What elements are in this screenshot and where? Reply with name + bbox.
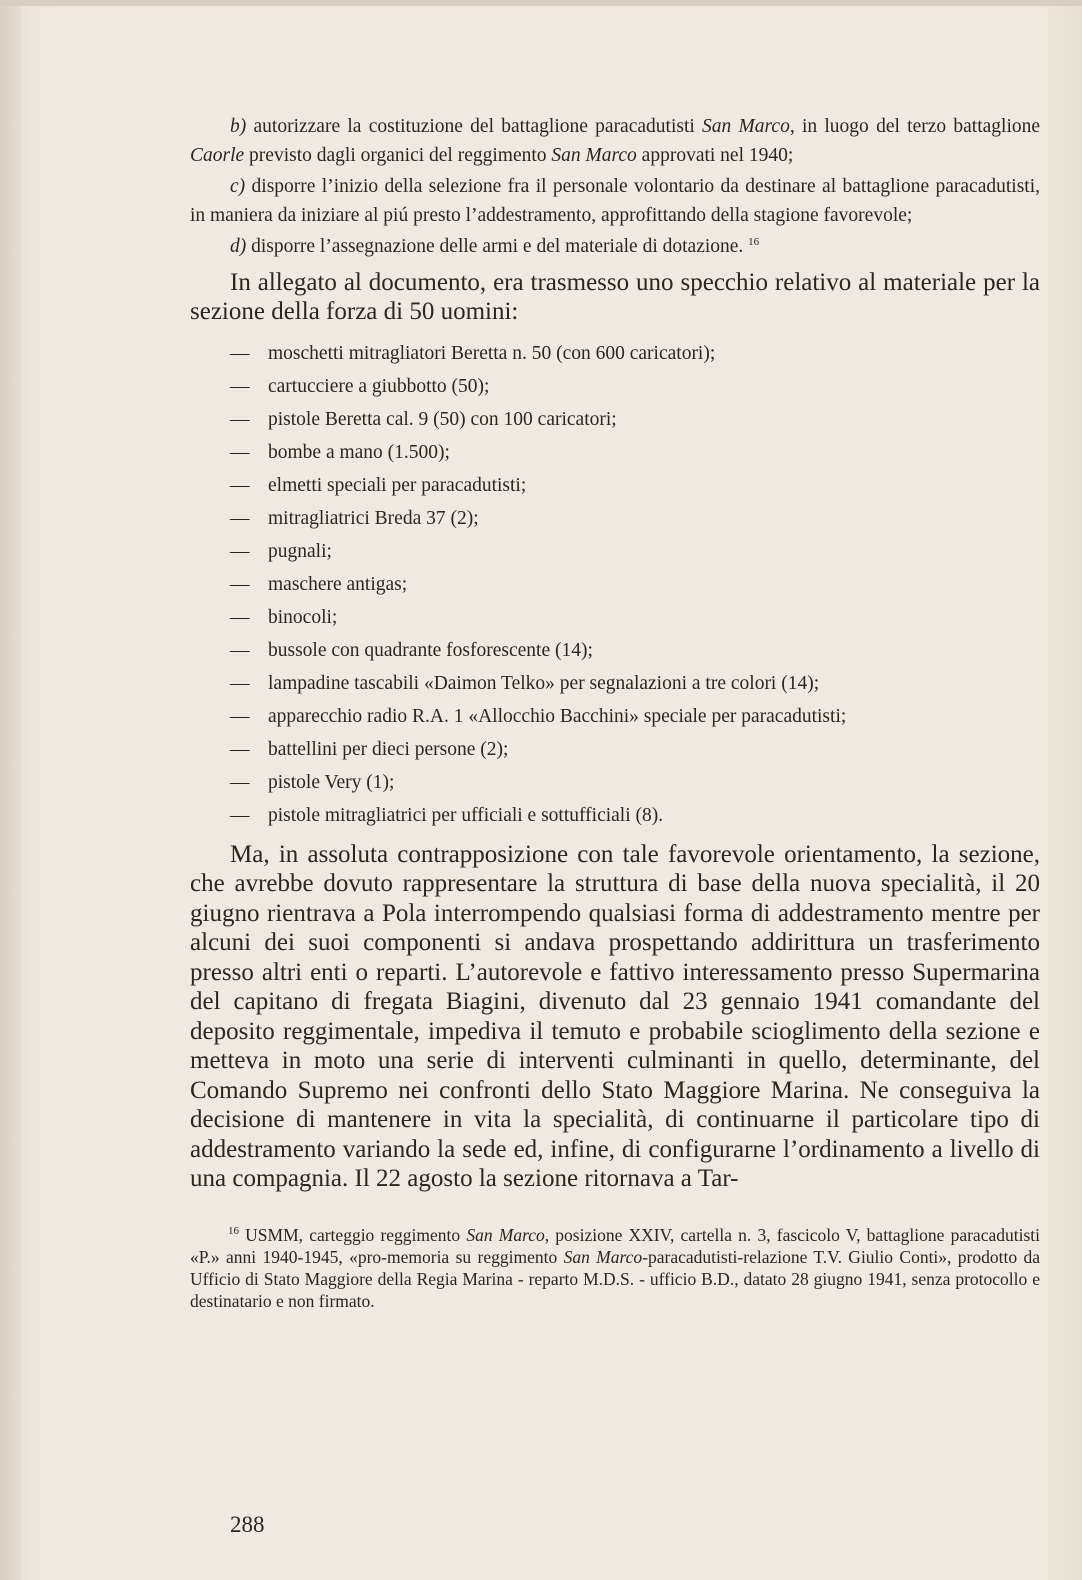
list-item-text: pistole Very (1); — [268, 771, 395, 793]
list-item — [190, 766, 1040, 799]
list-dash: — — [230, 705, 250, 727]
list-item-text: bussole con quadrante fosforescente (14); — [268, 639, 593, 661]
list-item-text: elmetti speciali per paracadutisti; — [268, 474, 527, 496]
paragraph-b-text: previsto dagli organici del reggimento — [244, 144, 552, 166]
list-dash: — — [230, 771, 250, 793]
paragraph-c — [190, 173, 1040, 230]
paragraph-b-italic: San Marco — [551, 144, 637, 166]
list-dash: — — [230, 474, 250, 496]
list-dash: — — [230, 606, 250, 628]
intro-paragraph: In allegato al documento, era trasmesso uno specchio relativo al materiale per la sezione della forza di 50 uomini: — [190, 268, 1040, 325]
paragraph-b-text: approvati nel 1940; — [636, 144, 794, 166]
paragraph-b-text: autorizzare la costituzione del battaglione paracadutisti — [253, 116, 703, 137]
item-b-label: b) — [230, 116, 247, 137]
list-item-text: binocoli; — [268, 606, 338, 628]
list-dash: — — [230, 804, 250, 826]
paragraph-d-text: disporre l’assegnazione delle armi e del materiale di dotazione. — [251, 236, 744, 257]
paragraph-c-text: disporre l’inizio della selezione fra il personale volontario da destinare al battaglione paracadutisti, in maniera da iniziare al piú presto l’addestramento, approfittando della stagione favorevole; — [190, 176, 1040, 226]
list-dash: — — [230, 639, 250, 661]
list-dash: — — [230, 342, 250, 364]
list-item — [190, 535, 1040, 568]
main-paragraph: Ma, in assoluta contrapposizione con tale favorevole orientamento, la sezione, che avrebbe dovuto rappresentare la struttura di base della nuova specialità, il 20 giugno rientrava a Pola interrompendo qualsiasi forma di addestramento mentre per alcuni dei suoi componenti si andava prospettando addirittura un trasferimento presso altri enti o reparti. L’autorevole e fattivo interessamento presso Supermarina del capitano di fregata Biagini, divenuto dal 23 gennaio 1941 comandante del deposito reggimentale, impediva il temuto e probabile scioglimento della sezione e metteva in moto una serie di interventi culminanti in quello, determinante, del Comando Supremo nei confronti dello Stato Maggiore Marina. Ne conseguiva la decisione di mantenere in vita la specialità, di continuarne il particolare tipo di addestramento variando la sede ed, infine, di configurarne l’ordinamento a livello di una compagnia. Il 22 agosto la sezione ritornava a Tar- — [190, 840, 1040, 1192]
page-content — [190, 113, 1040, 1329]
materials-list — [190, 337, 1040, 832]
footnote — [190, 1224, 1040, 1312]
list-item — [190, 337, 1040, 370]
paragraph-b-text: , in luogo del terzo battaglione — [789, 116, 1041, 137]
list-item-text: cartucciere a giubbotto (50); — [268, 375, 490, 397]
list-item-text: pugnali; — [268, 540, 332, 562]
list-dash: — — [230, 375, 250, 397]
list-dash: — — [230, 573, 250, 595]
list-item-text: pistole mitragliatrici per ufficiali e sottufficiali (8). — [268, 804, 664, 826]
list-item-text: lampadine tascabili «Daimon Telko» per segnalazioni a tre colori (14); — [268, 672, 820, 694]
list-item — [190, 370, 1040, 403]
list-item — [190, 601, 1040, 634]
footnote-text: , posizione XXIV, cartella n. 3, fascicolo V, battaglione paracadutisti «P.» anni 1940-1945, «pro-memoria su reggimento — [190, 1224, 1040, 1267]
list-dash: — — [230, 540, 250, 562]
paragraph-b — [190, 113, 1040, 170]
footnote-italic: San Marco — [563, 1246, 643, 1267]
list-item-text: pistole Beretta cal. 9 (50) con 100 caricatori; — [268, 408, 617, 430]
list-item — [190, 634, 1040, 667]
list-item — [190, 799, 1040, 832]
list-item-text: apparecchio radio R.A. 1 «Allocchio Bacchini» speciale per paracadutisti; — [268, 705, 847, 727]
footnote-text: -paracadutisti-relazione T.V. Giulio Conti», prodotto da Ufficio di Stato Maggiore della Regia Marina - reparto M.D.S. - ufficio B.D., datato 28 giugno 1941, senza protocollo e destinatario e non firmato. — [190, 1246, 1040, 1311]
list-item — [190, 436, 1040, 469]
paragraph-d — [190, 233, 1040, 262]
page-top-edge — [0, 0, 1082, 6]
list-item — [190, 469, 1040, 502]
item-c-label: c) — [230, 176, 246, 197]
list-item-text: battellini per dieci persone (2); — [268, 738, 509, 760]
list-dash: — — [230, 441, 250, 463]
list-dash: — — [230, 672, 250, 694]
list-item-text: moschetti mitragliatori Beretta n. 50 (con 600 caricatori); — [268, 342, 716, 364]
item-d-label: d) — [230, 236, 247, 257]
list-item — [190, 502, 1040, 535]
list-item-text: bombe a mano (1.500); — [268, 441, 450, 463]
page-number: 288 — [230, 1512, 265, 1537]
footnote-italic: San Marco — [466, 1224, 545, 1245]
footnote-text: USMM, carteggio reggimento — [245, 1224, 467, 1245]
page-spine-shadow — [0, 0, 22, 1580]
list-item — [190, 700, 1040, 733]
list-item — [190, 403, 1040, 436]
list-item — [190, 568, 1040, 601]
list-item — [190, 733, 1040, 766]
paragraph-b-italic: Caorle — [190, 144, 245, 166]
footnote-number: 16 — [228, 1224, 239, 1237]
paragraph-b-italic: San Marco — [702, 116, 790, 137]
list-dash: — — [230, 507, 250, 529]
list-item-text: maschere antigas; — [268, 573, 408, 595]
footnote-reference: 16 — [748, 236, 760, 248]
list-item-text: mitragliatrici Breda 37 (2); — [268, 507, 479, 529]
list-dash: — — [230, 408, 250, 430]
list-item — [190, 667, 1040, 700]
list-dash: — — [230, 738, 250, 760]
